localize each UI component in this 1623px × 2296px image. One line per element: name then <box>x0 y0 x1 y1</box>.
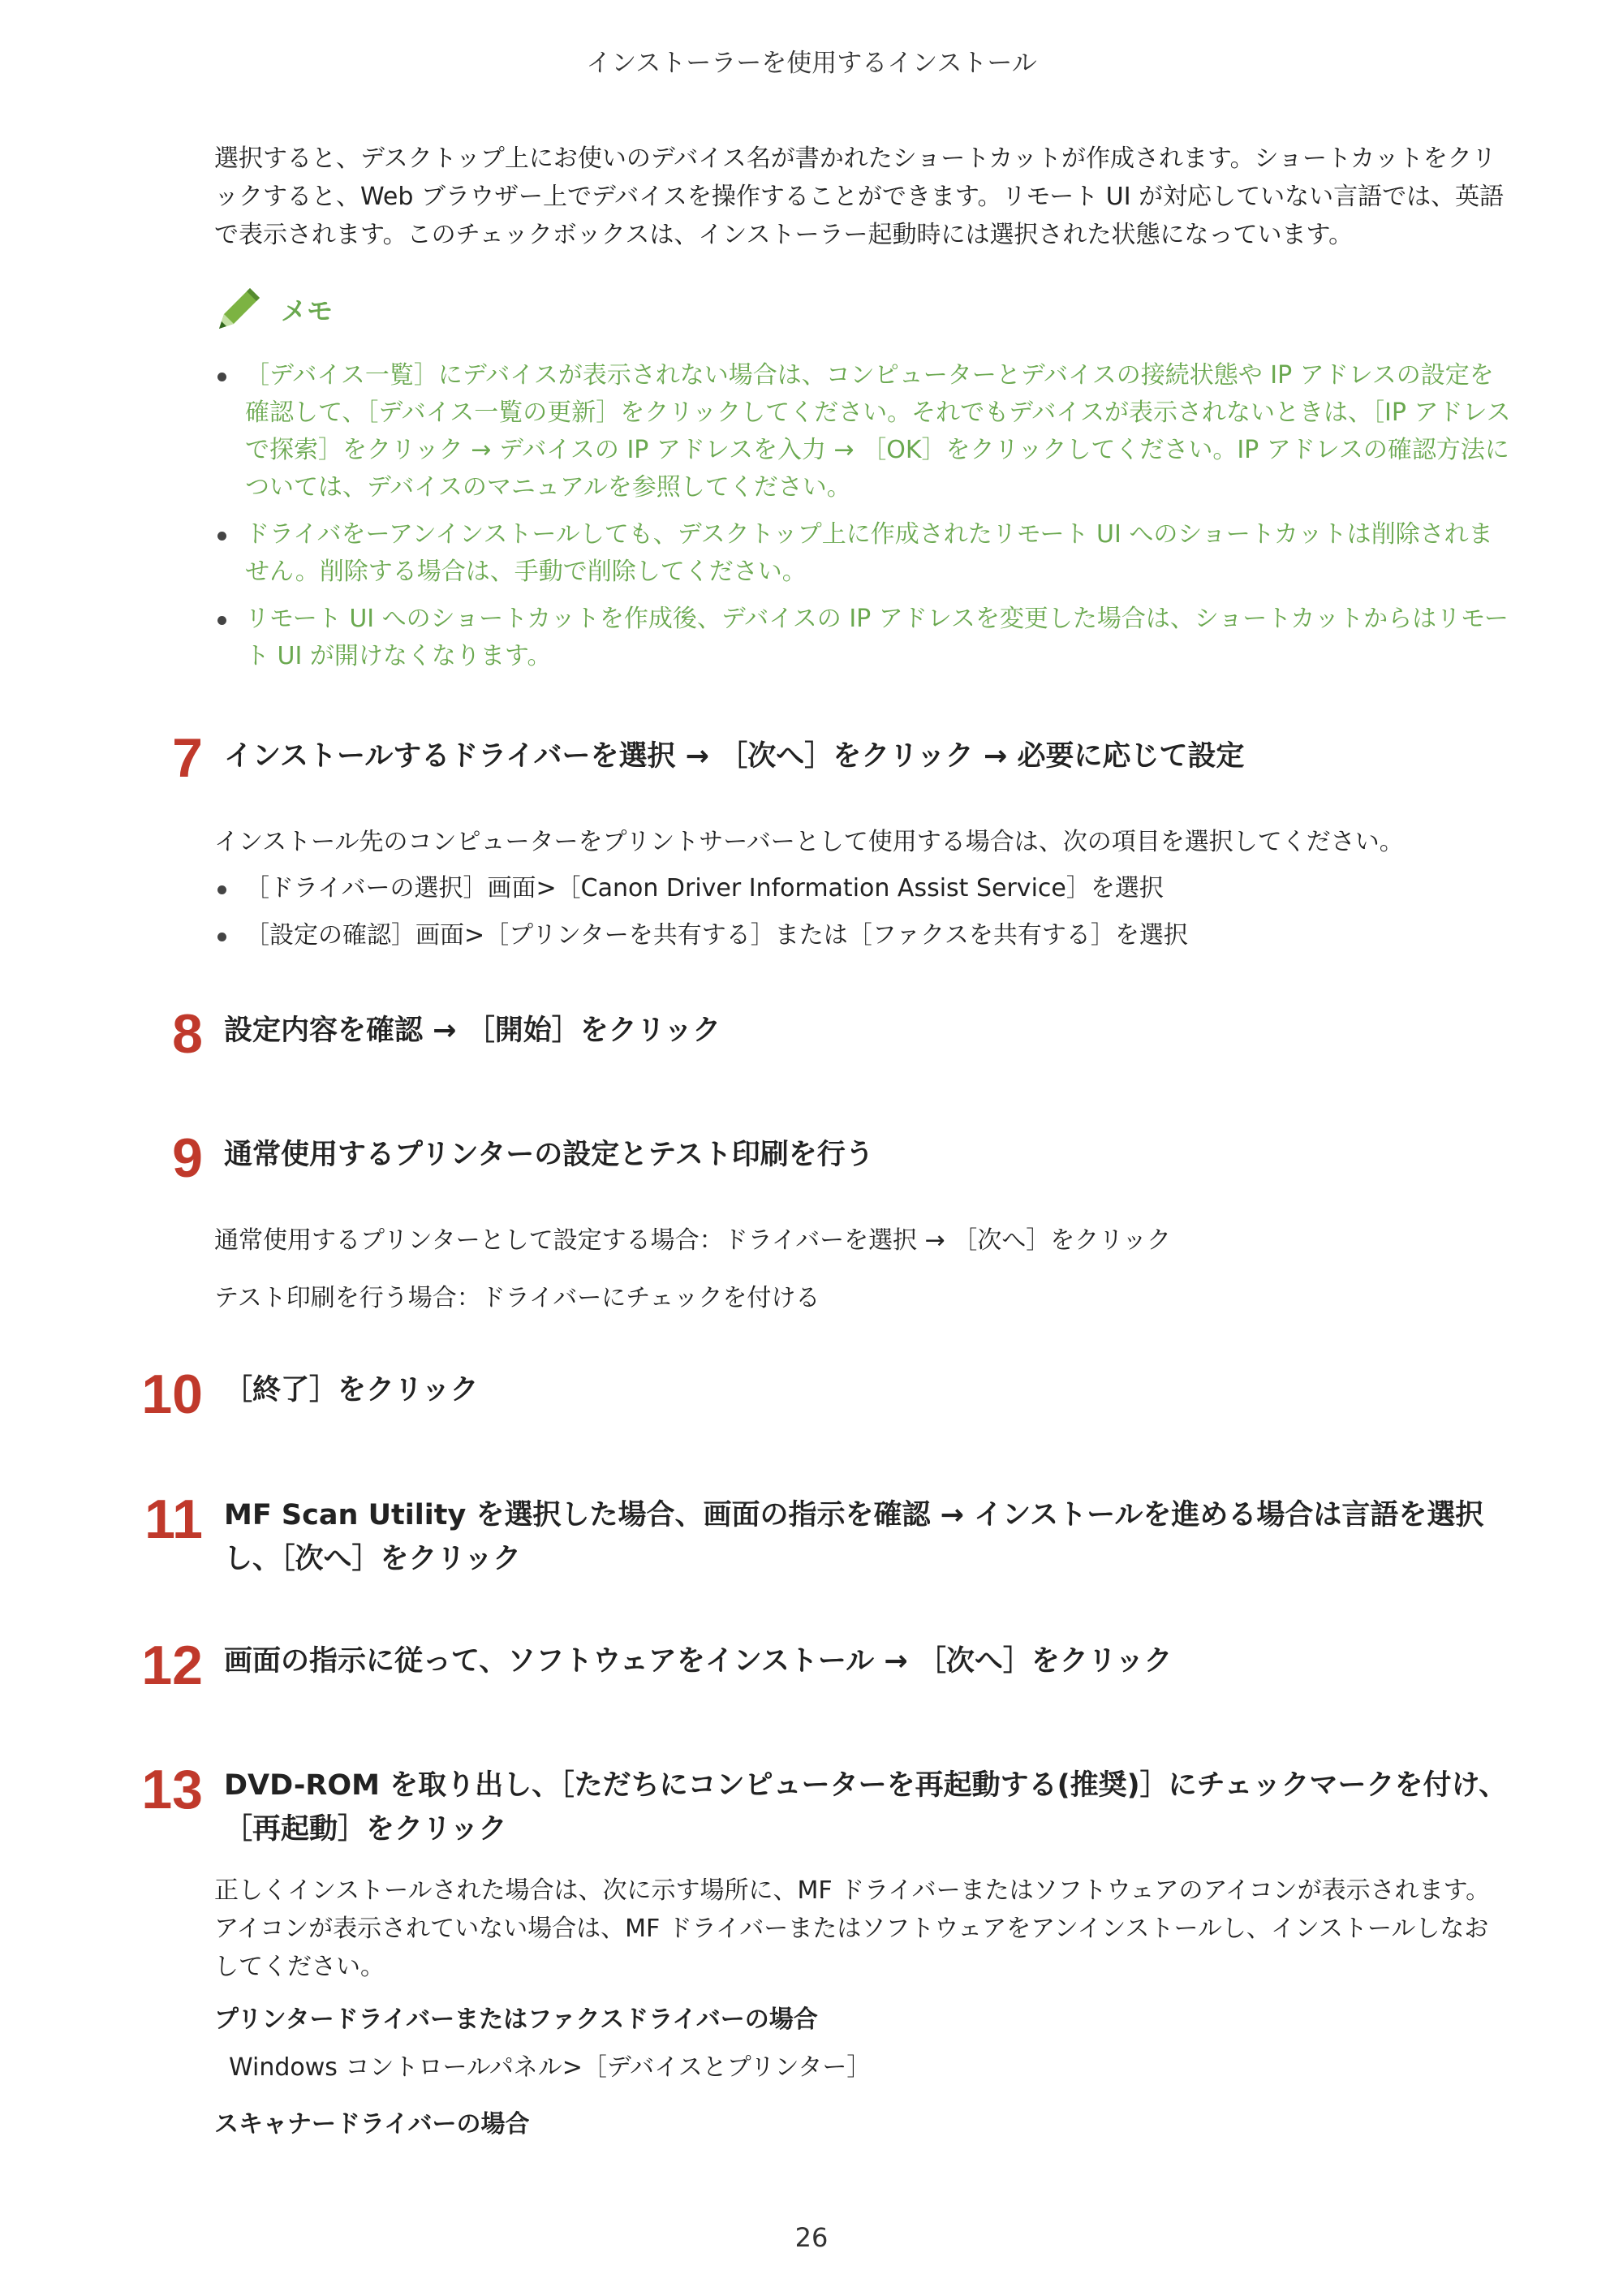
step-number: 13 <box>141 1759 203 1820</box>
step-description: 正しくインストールされた場合は、次に示す場所に、MF ドライバーまたはソフトウェアのアイコンが表示されます。アイコンが表示されていない場合は、MF ドライバーまたはソフトウェアをアンインストールし、インストールしなおしてください。 <box>214 1876 1491 1981</box>
subheading: スキャナードライバーの場合 <box>214 2110 530 2139</box>
page-header: インストーラーを使用するインストール <box>586 49 1037 78</box>
memo-list <box>214 357 1513 685</box>
step-title: MF Scan Utility を選択した場合、画面の指示を確認 → インストールを進める場合は言語を選択し、［次へ］をクリック <box>224 1499 1484 1575</box>
memo-heading <box>213 281 333 338</box>
location-text: Windows コントロールパネル>［デバイスとプリンター］ <box>229 2053 872 2082</box>
pencil-icon <box>213 282 265 337</box>
step-title: ［終了］をクリック <box>224 1374 479 1406</box>
step-bullet-list <box>214 870 1513 964</box>
memo-item: リモート UI へのショートカットを作成後、デバイスの IP アドレスを変更した場合は、ショートカットからはリモート UI が開けなくなります。 <box>214 601 1513 675</box>
step-title: インストールするドライバーを選択 → ［次へ］をクリック → 必要に応じて設定 <box>224 740 1245 773</box>
step-line: 通常使用するプリンターとして設定する場合：ドライバーを選択 → ［次へ］をクリック <box>214 1226 1172 1255</box>
page-number: 26 <box>794 2222 829 2253</box>
step-title: 画面の指示に従って、ソフトウェアをインストール → ［次へ］をクリック <box>224 1645 1173 1678</box>
step-number: 7 <box>172 727 203 789</box>
intro-paragraph: 選択すると、デスクトップ上にお使いのデバイス名が書かれたショートカットが作成されます。ショートカットをクリックすると、Web ブラウザー上でデバイスを操作することができます。リモート UI が対応していない言語では、英語で表示されます。このチェックボックスは、インストーラー起動時には選択された状態になっています。 <box>214 144 1505 249</box>
step-description: インストール先のコンピューターをプリントサーバーとして使用する場合は、次の項目を選択してください。 <box>214 828 1404 856</box>
step-title: 設定内容を確認 → ［開始］をクリック <box>224 1014 721 1047</box>
memo-item: ［デバイス一覧］にデバイスが表示されない場合は、コンピューターとデバイスの接続状態や IP アドレスの設定を確認して、［デバイス一覧の更新］をクリックしてください。それでもデバイスが表示されないときは、［IP アドレスで探索］をクリック → デバイスの IP アドレスを入力 → ［OK］をクリックしてください。IP アドレスの確認方法については、デバイスのマニュアルを参照してください。 <box>214 357 1513 506</box>
step-number: 10 <box>141 1363 203 1425</box>
step-number: 9 <box>172 1127 203 1189</box>
step-title: 通常使用するプリンターの設定とテスト印刷を行う <box>224 1139 874 1171</box>
subheading: プリンタードライバーまたはファクスドライバーの場合 <box>214 2005 818 2034</box>
step-number: 11 <box>144 1488 203 1550</box>
memo-item: ドライバをーアンインストールしても、デスクトップ上に作成されたリモート UI へのショートカットは削除されません。削除する場合は、手動で削除してください。 <box>214 516 1513 591</box>
step-bullet: ［設定の確認］画面>［プリンターを共有する］または［ファクスを共有する］を選択 <box>214 917 1513 954</box>
step-line: テスト印刷を行う場合：ドライバーにチェックを付ける <box>214 1284 820 1312</box>
step-number: 8 <box>172 1003 203 1065</box>
step-number: 12 <box>141 1635 203 1696</box>
step-bullet: ［ドライバーの選択］画面>［Canon Driver Information Assist Service］を選択 <box>214 870 1513 907</box>
memo-title: メモ <box>281 295 334 326</box>
step-title: DVD-ROM を取り出し、［ただちにコンピューターを再起動する(推奨)］にチェックマークを付け、［再起動］をクリック <box>224 1769 1508 1846</box>
